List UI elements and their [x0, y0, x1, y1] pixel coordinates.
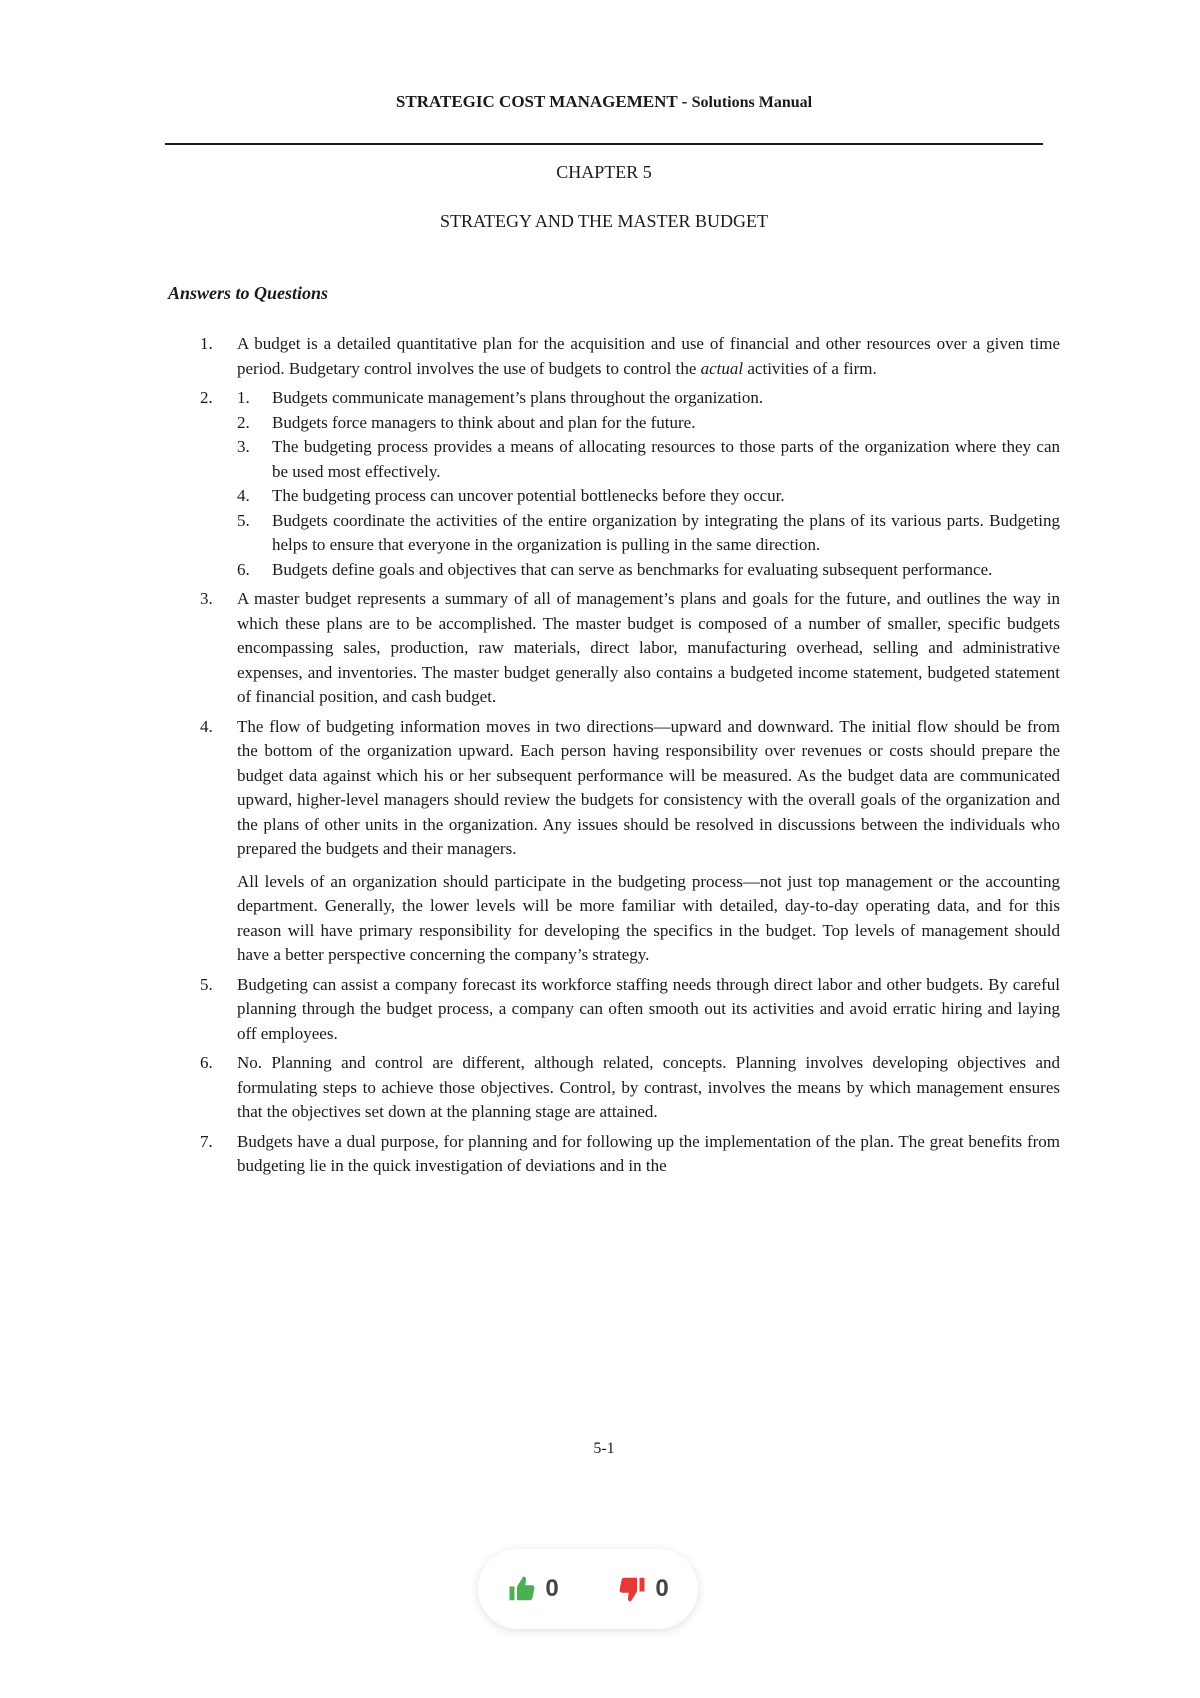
- sub-item-number: 3.: [237, 437, 250, 456]
- answer-2: [200, 386, 1060, 582]
- answer-text: [237, 715, 1060, 968]
- running-header-separator: -: [677, 92, 692, 111]
- sub-item-text: The budgeting process can uncover potential bottlenecks before they occur.: [272, 486, 785, 505]
- vote-bar: [478, 1549, 698, 1629]
- answer-7: [200, 1130, 1060, 1179]
- running-header-subtitle: Solutions Manual: [691, 94, 813, 111]
- running-header: [165, 92, 1043, 112]
- header-rule: [165, 143, 1043, 145]
- sub-item-text: Budgets coordinate the activities of the entire organization by integrating the plans of its various parts. Budgeting helps to ensure that everyone in the organization is pulling in the same direction.: [272, 510, 1060, 554]
- answer-paragraph: All levels of an organization should participate in the budgeting process—not just top management or the accounting department. Generally, the lower levels will be more familiar with detailed, day-to-day operating data, and for this reason will have primary responsibility for developing the specifics in the budget. Top levels of management should have a better perspective concerning the company’s strategy.: [237, 871, 1060, 964]
- sub-item: [237, 509, 1060, 558]
- answer-text-emphasis: actual: [700, 358, 744, 378]
- sub-item-number: 1.: [237, 388, 250, 407]
- answer-text: Budgeting can assist a company forecast its workforce staffing needs through direct labor and other budgets. By careful planning through the budget process, a company can often smooth out its activities and avoid erratic hiring and laying off employees.: [237, 974, 1060, 1043]
- answer-text: No. Planning and control are different, although related, concepts. Planning involves developing objectives and formulating steps to achieve those objectives. Control, by contrast, involves the means by which management ensures that the objectives set down at the planning stage are attained.: [237, 1053, 1060, 1121]
- sub-item-number: 6.: [237, 559, 250, 579]
- answer-5: [200, 973, 1060, 1047]
- answer-number: 4.: [200, 716, 213, 736]
- sub-item-text: Budgets force managers to think about and plan for the future.: [272, 412, 696, 432]
- running-header-title: STRATEGIC COST MANAGEMENT: [395, 92, 678, 111]
- sub-item-text: Budgets define goals and objectives that can serve as benchmarks for evaluating subsequent performance.: [272, 559, 993, 579]
- answer-number: 2.: [200, 388, 213, 407]
- sub-item-text: Budgets communicate management’s plans throughout the organization.: [272, 388, 764, 407]
- answer-number: 3.: [200, 589, 213, 608]
- chapter-title: STRATEGY AND THE MASTER BUDGET: [439, 211, 768, 231]
- sub-item: [237, 484, 1060, 509]
- answer-4: [200, 715, 1060, 968]
- answer-text: Budgets have a dual purpose, for planning and for following up the implementation of the plan. The great benefits from budgeting lie in the quick investigation of deviations and in the: [237, 1131, 1060, 1175]
- sub-item-number: 2.: [237, 412, 250, 432]
- page-number: 5-1: [593, 1440, 615, 1457]
- answer-3: [200, 587, 1060, 710]
- answer-number: 6.: [200, 1053, 213, 1072]
- thumbs-down-icon: [617, 1574, 647, 1604]
- answer-6: [200, 1051, 1060, 1125]
- sub-item-number: 5.: [237, 510, 250, 530]
- upvote-count: 0: [545, 1575, 559, 1602]
- section-heading: Answers to Questions: [168, 283, 329, 303]
- answer-sublist: [237, 386, 1060, 582]
- downvote-button[interactable]: [617, 1574, 668, 1604]
- answer-text: A master budget represents a summary of all of management’s plans and goals for the future, and outlines the way in which these plans are to be accomplished. The master budget is composed of a number of smaller, specific budgets encompassing sales, production, raw materials, direct labor, manufacturing overhead, selling and administrative expenses, and inventories. The master budget generally also contains a budgeted income statement, budgeted statement of financial position, and cash budget.: [237, 589, 1060, 706]
- chapter-label: CHAPTER 5: [556, 162, 652, 182]
- answers-list: [200, 332, 1060, 1184]
- sub-item: [237, 435, 1060, 484]
- downvote-count: 0: [655, 1575, 669, 1602]
- answer-number: 5.: [200, 974, 213, 994]
- answer-text-part: activities of a firm.: [743, 358, 877, 378]
- upvote-button[interactable]: [507, 1574, 558, 1604]
- answer-paragraph: The flow of budgeting information moves in two directions—upward and downward. The initial flow should be from the bottom of the organization upward. Each person having responsibility over revenues or costs should prepare the budget data against which his or her subsequent performance will be measured. As the budget data are communicated upward, higher-level managers should review the budgets for consistency with the overall goals of the organization and the plans of other units in the organization. Any issues should be resolved in discussions between the individuals who prepared the budgets and their managers.: [237, 716, 1060, 858]
- sub-item-text: The budgeting process provides a means of allocating resources to those parts of the organization where they can be used most effectively.: [272, 437, 1060, 481]
- answer-text-part: A budget is a detailed quantitative plan for the acquisition and use of financial and other resources over a given time period. Budgetary control involves the use of budgets to control the: [237, 334, 1060, 378]
- thumbs-up-icon: [507, 1574, 537, 1604]
- sub-item: [237, 411, 1060, 436]
- answer-1: [200, 332, 1060, 381]
- sub-item: [237, 386, 1060, 411]
- sub-item-number: 4.: [237, 486, 250, 505]
- answer-text: [237, 332, 1060, 381]
- answer-number: 7.: [200, 1131, 213, 1151]
- sub-item: [237, 558, 1060, 583]
- answer-number: 1.: [200, 334, 213, 353]
